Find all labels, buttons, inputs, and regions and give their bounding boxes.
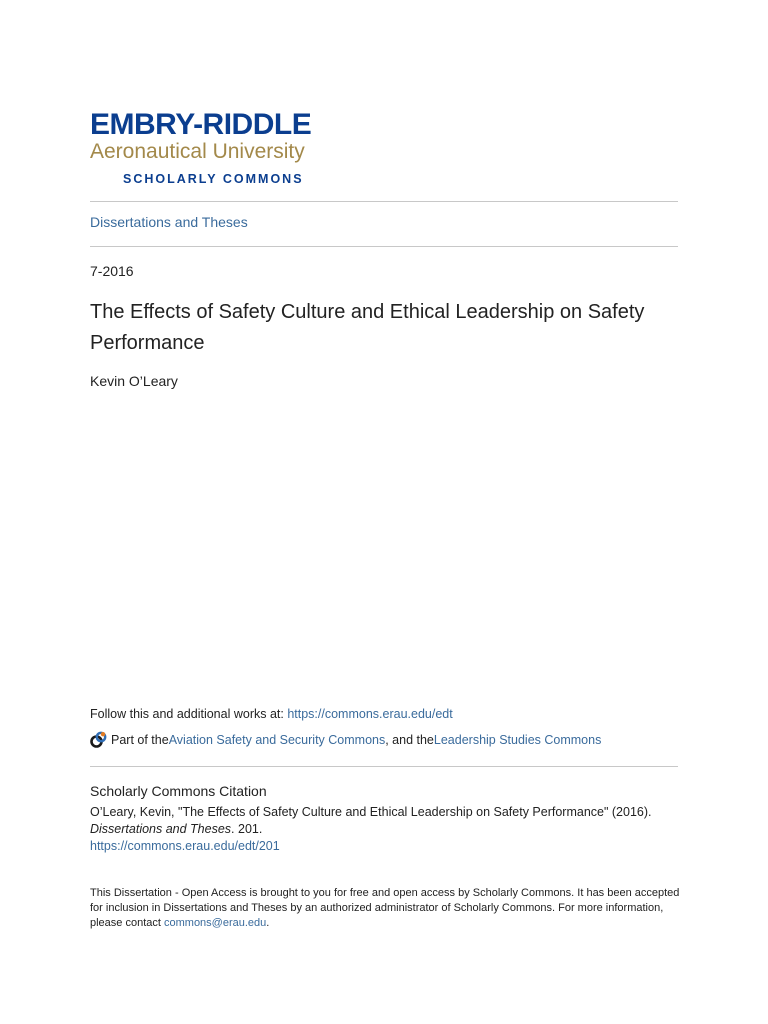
citation-heading: Scholarly Commons Citation	[90, 783, 267, 799]
divider	[90, 246, 678, 247]
part-of-line	[90, 731, 601, 749]
university-logo[interactable]	[90, 110, 380, 186]
citation-journal: Dissertations and Theses	[90, 822, 232, 836]
series-link[interactable]: Dissertations and Theses	[90, 214, 248, 230]
citation-text: O’Leary, Kevin, "The Effects of Safety Culture and Ethical Leadership on Safety Performance" (2016).	[90, 805, 652, 819]
citation-source	[90, 821, 690, 838]
citation-url-link[interactable]: https://commons.erau.edu/edt/201	[90, 839, 280, 853]
part-of-middle: , and the	[385, 733, 434, 747]
logo-tagline: SCHOLARLY COMMONS	[123, 172, 304, 186]
aviation-safety-commons-link[interactable]: Aviation Safety and Security Commons	[168, 733, 386, 747]
publication-date: 7-2016	[90, 263, 134, 279]
follow-prefix: Follow this and additional works at:	[90, 707, 288, 721]
divider	[90, 766, 678, 767]
contact-email-link[interactable]: commons@erau.edu	[164, 917, 267, 929]
access-notice	[90, 886, 680, 931]
collection-url-link[interactable]: https://commons.erau.edu/edt	[287, 707, 453, 721]
access-notice-text: This Dissertation - Open Access is brought to you for free and open access by Scholarly Commons. It has been accepted for inclusion in Dissertations and Theses by an authorized administrator of Scholarly Commons. For more information, please contact	[90, 887, 680, 929]
part-of-prefix: Part of the	[111, 733, 169, 747]
network-icon	[90, 731, 108, 749]
divider	[90, 201, 678, 202]
logo-subtitle: Aeronautical University	[90, 140, 305, 163]
access-notice-end: .	[266, 917, 270, 929]
author-name: Kevin O’Leary	[90, 373, 178, 389]
follow-line	[90, 707, 453, 721]
citation-number: . 201.	[231, 822, 263, 836]
document-title: The Effects of Safety Culture and Ethical Leadership on Safety Performance	[90, 301, 645, 354]
leadership-studies-commons-link[interactable]: Leadership Studies Commons	[433, 733, 602, 747]
citation-body	[90, 804, 690, 855]
logo-wordmark: EMBRY-RIDDLE	[90, 108, 312, 141]
